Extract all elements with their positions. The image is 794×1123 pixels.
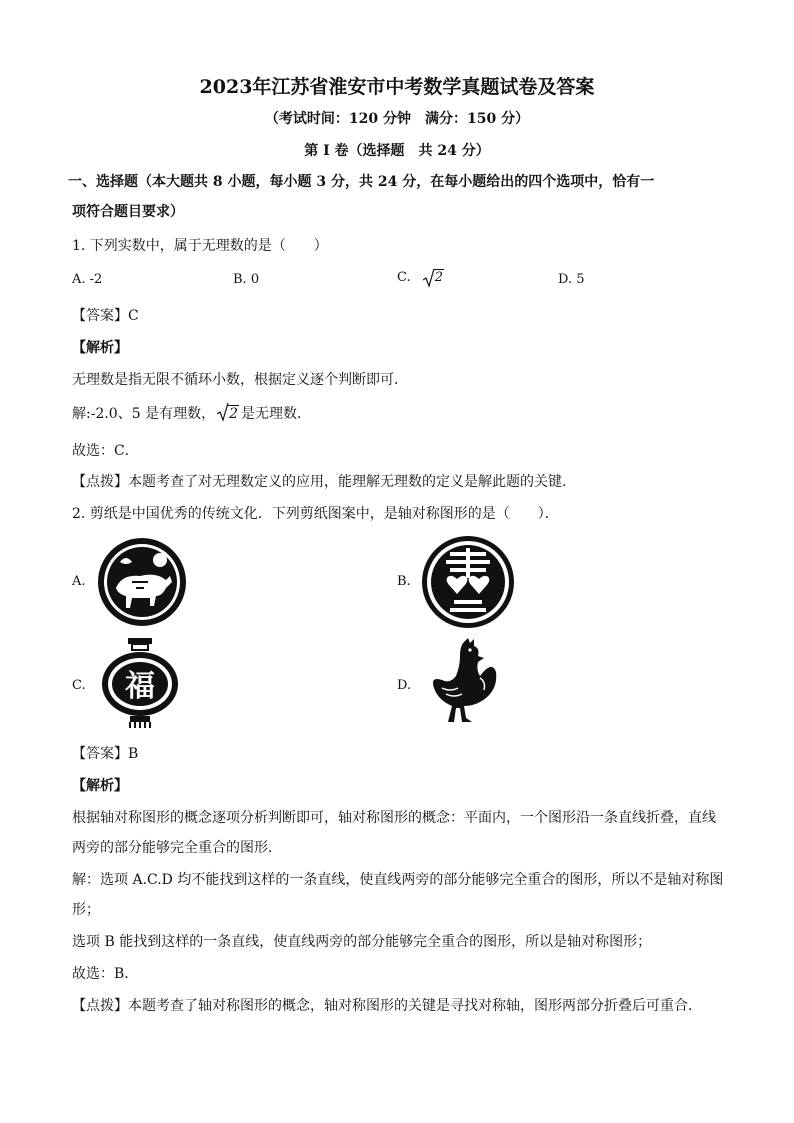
- q2-conclusion: 故选：B．: [72, 966, 139, 982]
- q2-answer: 【答案】B: [72, 746, 139, 762]
- fu-character: 福: [125, 669, 155, 704]
- q1-option-c-radicand: 2: [434, 270, 444, 285]
- q2-solution-line1: 解：选项 A.C.D 均不能找到这样的一条直线，使直线两旁的部分能够完全重合的图形，所以不是轴对称图: [72, 872, 724, 888]
- sqrt-symbol: [217, 404, 239, 424]
- q1-option-b: B. 0: [233, 272, 260, 287]
- q2-option-a-label: A.: [72, 574, 86, 589]
- q1-conclusion: 故选：C．: [72, 443, 139, 459]
- fu-lantern-papercut-image: [100, 636, 180, 730]
- q2-comment: 【点拨】本题考查了轴对称图形的概念，轴对称图形的关键是寻找对称轴，图形两部分折叠后可重合．: [72, 998, 702, 1014]
- exam-info: （考试时间：120 分钟 满分：150 分）: [264, 111, 530, 127]
- section-header-line1: 一、选择题（本大题共 8 小题，每小题 3 分，共 24 分，在每小题给出的四个选项中，恰有一: [68, 174, 655, 190]
- q2-analysis-label: 【解析】: [72, 778, 128, 794]
- q2-option-c-label: C.: [72, 678, 86, 693]
- q2-option-b-label: B.: [397, 574, 411, 589]
- q1-option-c-label: C.: [397, 270, 411, 285]
- rooster-papercut-image: [420, 636, 500, 728]
- q1-stem: 1. 下列实数中，属于无理数的是（ ）: [72, 238, 328, 254]
- q1-option-d: D. 5: [558, 272, 585, 287]
- q2-analysis-line2: 两旁的部分能够完全重合的图形．: [72, 840, 282, 856]
- q1-comment: 【点拨】本题考查了对无理数定义的应用，能理解无理数的定义是解此题的关键.: [72, 474, 567, 490]
- q2-stem: 2. 剪纸是中国优秀的传统文化．下列剪纸图案中，是轴对称图形的是（ ）．: [72, 506, 559, 522]
- q1-solution-radicand: 2: [229, 406, 238, 422]
- q1-solution: [72, 404, 311, 424]
- section-header-line2: 项符合题目要求）: [72, 204, 184, 220]
- sqrt-symbol: [423, 270, 444, 285]
- q1-solution-suffix: 是无理数．: [241, 406, 311, 422]
- q2-analysis-line1: 根据轴对称图形的概念逐项分析判断即可，轴对称图形的概念：平面内，一个图形沿一条直线折叠，直线: [72, 810, 716, 826]
- q1-option-c: [397, 270, 444, 285]
- ox-papercut-image: [96, 536, 188, 628]
- q1-answer: 【答案】C: [72, 308, 139, 324]
- q1-analysis-text: 无理数是指无限不循环小数，根据定义逐个判断即可．: [72, 372, 408, 388]
- q1-solution-prefix: 解:-2.0、5 是有理数，: [72, 406, 216, 422]
- double-happiness-papercut-image: [420, 534, 516, 630]
- q1-option-a: A. -2: [72, 272, 103, 287]
- q1-analysis-label: 【解析】: [72, 340, 128, 356]
- q2-solution-line2: 形；: [72, 902, 100, 918]
- q2-option-d-label: D.: [397, 678, 412, 693]
- volume-title: 第 I 卷（选择题 共 24 分）: [304, 143, 490, 159]
- q2-solution-line3: 选项 B 能找到这样的一条直线，使直线两旁的部分能够完全重合的图形，所以是轴对称图形；: [72, 934, 652, 950]
- document-title: 2023年江苏省淮安市中考数学真题试卷及答案: [199, 76, 595, 98]
